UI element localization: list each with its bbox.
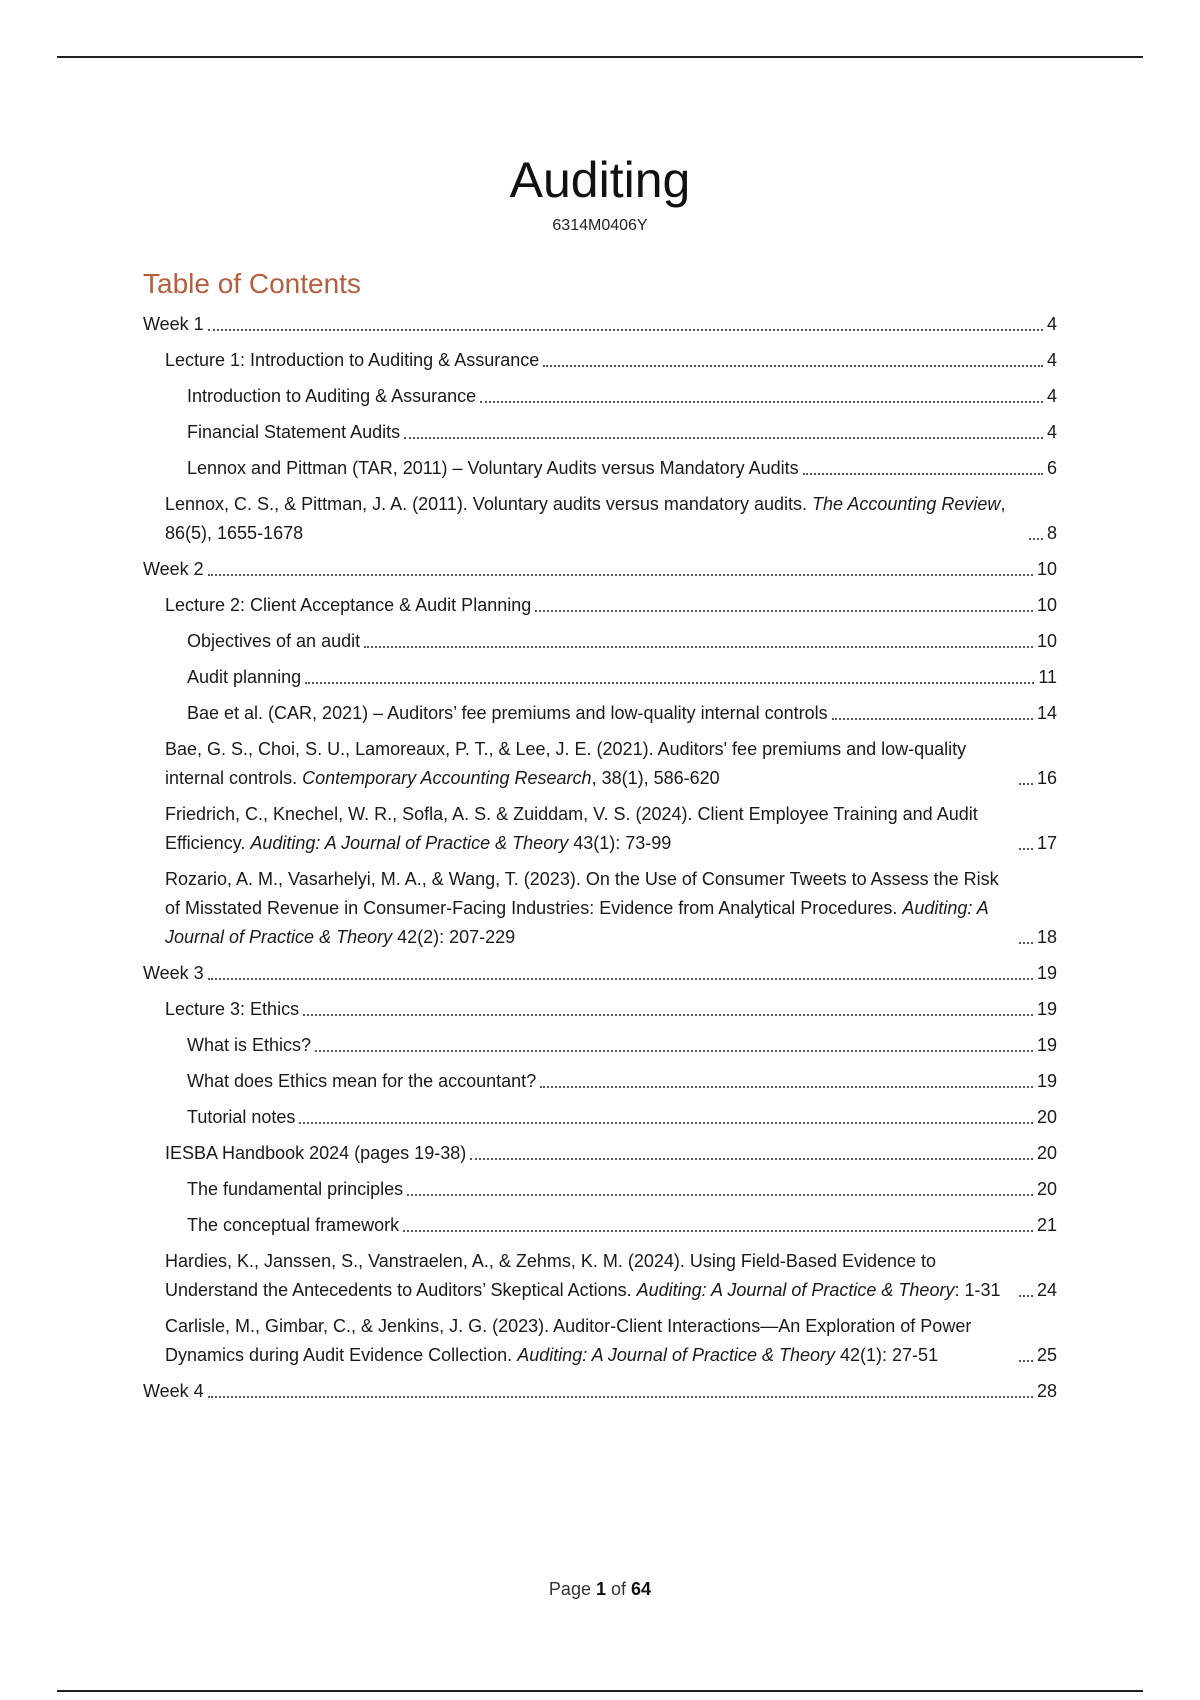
toc-entry[interactable]	[143, 1377, 1057, 1406]
course-code: 6314M0406Y	[552, 217, 648, 234]
toc-page-number: 4	[1046, 422, 1057, 442]
toc-page-number: 10	[1036, 559, 1057, 579]
toc-page-number: 10	[1036, 631, 1057, 651]
dot-leader	[315, 1050, 1033, 1052]
toc-entry[interactable]	[143, 1175, 1057, 1204]
toc-entry-title: Week 3	[143, 963, 204, 983]
toc-page-number: 14	[1036, 703, 1057, 723]
toc-entry-title: Hardies, K., Janssen, S., Vanstraelen, A., & Zehms, K. M. (2024). Using Field-Based Evidence to Understand the Antecedents to Auditors’ Skeptical Actions. Auditing: A Journal of Practice & Theory: 1-31	[165, 1251, 1001, 1300]
toc-entry[interactable]	[143, 1103, 1057, 1132]
toc-entry[interactable]	[143, 1139, 1057, 1168]
toc-entry[interactable]	[143, 418, 1057, 447]
current-page-number: 1	[595, 1579, 606, 1599]
toc-entry-title: Lecture 1: Introduction to Auditing & Assurance	[165, 350, 540, 370]
toc-page-number: 10	[1036, 595, 1057, 615]
dot-leader	[299, 1122, 1033, 1124]
toc-entry[interactable]	[143, 1067, 1057, 1096]
toc-entry[interactable]	[143, 627, 1057, 656]
toc-page-number: 6	[1046, 458, 1057, 478]
toc-page-number: 4	[1046, 350, 1057, 370]
dot-leader	[208, 329, 1043, 331]
toc-entry-title: What is Ethics?	[187, 1035, 312, 1055]
toc-entry-title: Bae et al. (CAR, 2021) – Auditors’ fee premiums and low-quality internal controls	[187, 703, 828, 723]
dot-leader	[208, 978, 1033, 980]
toc-entry-title: Bae, G. S., Choi, S. U., Lamoreaux, P. T., & Lee, J. E. (2021). Auditors' fee premiums and low-quality internal controls. Contemporary Accounting Research, 38(1), 586-620	[165, 739, 967, 788]
toc-page-number: 18	[1036, 927, 1057, 947]
toc-entry-title: The fundamental principles	[187, 1179, 404, 1199]
page-footer	[0, 1578, 1200, 1600]
toc-entry[interactable]	[143, 310, 1057, 339]
total-pages-number: 64	[631, 1579, 652, 1599]
toc-entry[interactable]	[143, 995, 1057, 1024]
toc-entry-title: Audit planning	[187, 667, 302, 687]
toc-page-number: 4	[1046, 314, 1057, 334]
dot-leader	[480, 401, 1043, 403]
toc-entry[interactable]	[143, 1211, 1057, 1240]
toc-entry-title: Week 4	[143, 1381, 204, 1401]
toc-page-number: 4	[1046, 386, 1057, 406]
dot-leader	[404, 437, 1043, 439]
page-label: Page	[548, 1579, 591, 1599]
toc-page-number: 20	[1036, 1143, 1057, 1163]
dot-leader	[208, 1396, 1033, 1398]
toc-page-number: 16	[1036, 768, 1057, 788]
toc-page-number: 11	[1038, 667, 1057, 687]
journal-name: Auditing: A Journal of Practice & Theory	[636, 1280, 955, 1300]
toc-entry[interactable]	[143, 865, 1057, 952]
dot-leader	[407, 1194, 1033, 1196]
journal-name: Auditing: A Journal of Practice & Theory	[165, 898, 989, 947]
toc-entry[interactable]	[143, 346, 1057, 375]
toc-entry-title: Lennox, C. S., & Pittman, J. A. (2011). Voluntary audits versus mandatory audits. The Accounting Review, 86(5), 1655-1678	[165, 494, 1006, 543]
toc-entry[interactable]	[143, 663, 1057, 692]
journal-name: The Accounting Review	[812, 494, 1001, 514]
toc-entry-title: Objectives of an audit	[187, 631, 361, 651]
toc-page-number: 17	[1036, 833, 1057, 853]
toc-entry-title: Week 1	[143, 314, 204, 334]
toc-entry-title: Tutorial notes	[187, 1107, 296, 1127]
dot-leader	[208, 574, 1033, 576]
toc-page-number: 21	[1036, 1215, 1057, 1235]
dot-leader	[364, 646, 1033, 648]
toc-page-number: 24	[1036, 1280, 1057, 1300]
toc-entry[interactable]	[143, 1247, 1057, 1305]
toc-entry[interactable]	[143, 454, 1057, 483]
dot-leader	[303, 1014, 1033, 1016]
toc-page-number: 19	[1036, 999, 1057, 1019]
toc-page-number: 20	[1036, 1107, 1057, 1127]
toc-page-number: 28	[1036, 1381, 1057, 1401]
toc-entry[interactable]	[143, 1312, 1057, 1370]
toc-entry[interactable]	[143, 382, 1057, 411]
toc-entry-title: Financial Statement Audits	[187, 422, 401, 442]
document-title: Auditing	[509, 152, 691, 208]
header-rule	[57, 56, 1143, 58]
toc-page-number: 8	[1046, 523, 1057, 543]
toc-entry-title: Lecture 3: Ethics	[165, 999, 300, 1019]
toc-entry-title: IESBA Handbook 2024 (pages 19-38)	[165, 1143, 467, 1163]
dot-leader	[832, 718, 1033, 720]
toc-entry[interactable]	[143, 800, 1057, 858]
dot-leader	[403, 1230, 1033, 1232]
dot-leader	[1019, 942, 1033, 944]
toc-page-number: 20	[1036, 1179, 1057, 1199]
journal-name: Contemporary Accounting Research	[302, 768, 592, 788]
dot-leader	[1019, 1295, 1033, 1297]
toc-page-number: 19	[1036, 1071, 1057, 1091]
dot-leader	[535, 610, 1033, 612]
dot-leader	[1019, 783, 1033, 785]
toc-page-number: 25	[1036, 1345, 1057, 1365]
dot-leader	[803, 473, 1043, 475]
toc-entry[interactable]	[143, 959, 1057, 988]
toc-entry[interactable]	[143, 490, 1057, 548]
dot-leader	[1019, 1360, 1033, 1362]
toc-entry-title: Carlisle, M., Gimbar, C., & Jenkins, J. G. (2023). Auditor-Client Interactions—An Exploration of Power Dynamics during Audit Evidence Collection. Auditing: A Journal of Practice & Theory 42(1): 27-51	[165, 1316, 972, 1365]
toc-entry-title: Friedrich, C., Knechel, W. R., Sofla, A. S. & Zuiddam, V. S. (2024). Client Employee Training and Audit Efficiency. Auditing: A Journal of Practice & Theory 43(1): 73-99	[165, 804, 978, 853]
toc-entry[interactable]	[143, 1031, 1057, 1060]
toc-entry-title: Lennox and Pittman (TAR, 2011) – Voluntary Audits versus Mandatory Audits	[187, 458, 799, 478]
toc-entry-title: Lecture 2: Client Acceptance & Audit Planning	[165, 595, 532, 615]
dot-leader	[543, 365, 1043, 367]
toc-page-number: 19	[1036, 1035, 1057, 1055]
dot-leader	[1019, 848, 1033, 850]
of-label: of	[611, 1579, 627, 1599]
dot-leader	[305, 682, 1034, 684]
toc-entry[interactable]	[143, 699, 1057, 728]
toc-entry-title: Introduction to Auditing & Assurance	[187, 386, 477, 406]
toc-entry[interactable]	[143, 555, 1057, 584]
toc-heading: Table of Contents	[143, 268, 361, 299]
toc-page-number: 19	[1036, 963, 1057, 983]
footer-rule	[57, 1690, 1143, 1692]
dot-leader	[1029, 538, 1043, 540]
toc-entry-title: What does Ethics mean for the accountant?	[187, 1071, 537, 1091]
toc-entry-title: The conceptual framework	[187, 1215, 400, 1235]
dot-leader	[540, 1086, 1033, 1088]
toc-entry-title: Rozario, A. M., Vasarhelyi, M. A., & Wang, T. (2023). On the Use of Consumer Tweets to Assess the Risk of Misstated Revenue in Consumer-Facing Industries: Evidence from Analytical Procedures. Auditing: A Journal of Practice & Theory 42(2): 207-229	[165, 869, 999, 947]
dot-leader	[470, 1158, 1033, 1160]
journal-name: Auditing: A Journal of Practice & Theory	[517, 1345, 836, 1365]
journal-name: Auditing: A Journal of Practice & Theory	[250, 833, 569, 853]
toc-entry-title: Week 2	[143, 559, 204, 579]
toc-entry[interactable]	[143, 735, 1057, 793]
toc-entry[interactable]	[143, 591, 1057, 620]
table-of-contents	[143, 310, 1057, 1406]
